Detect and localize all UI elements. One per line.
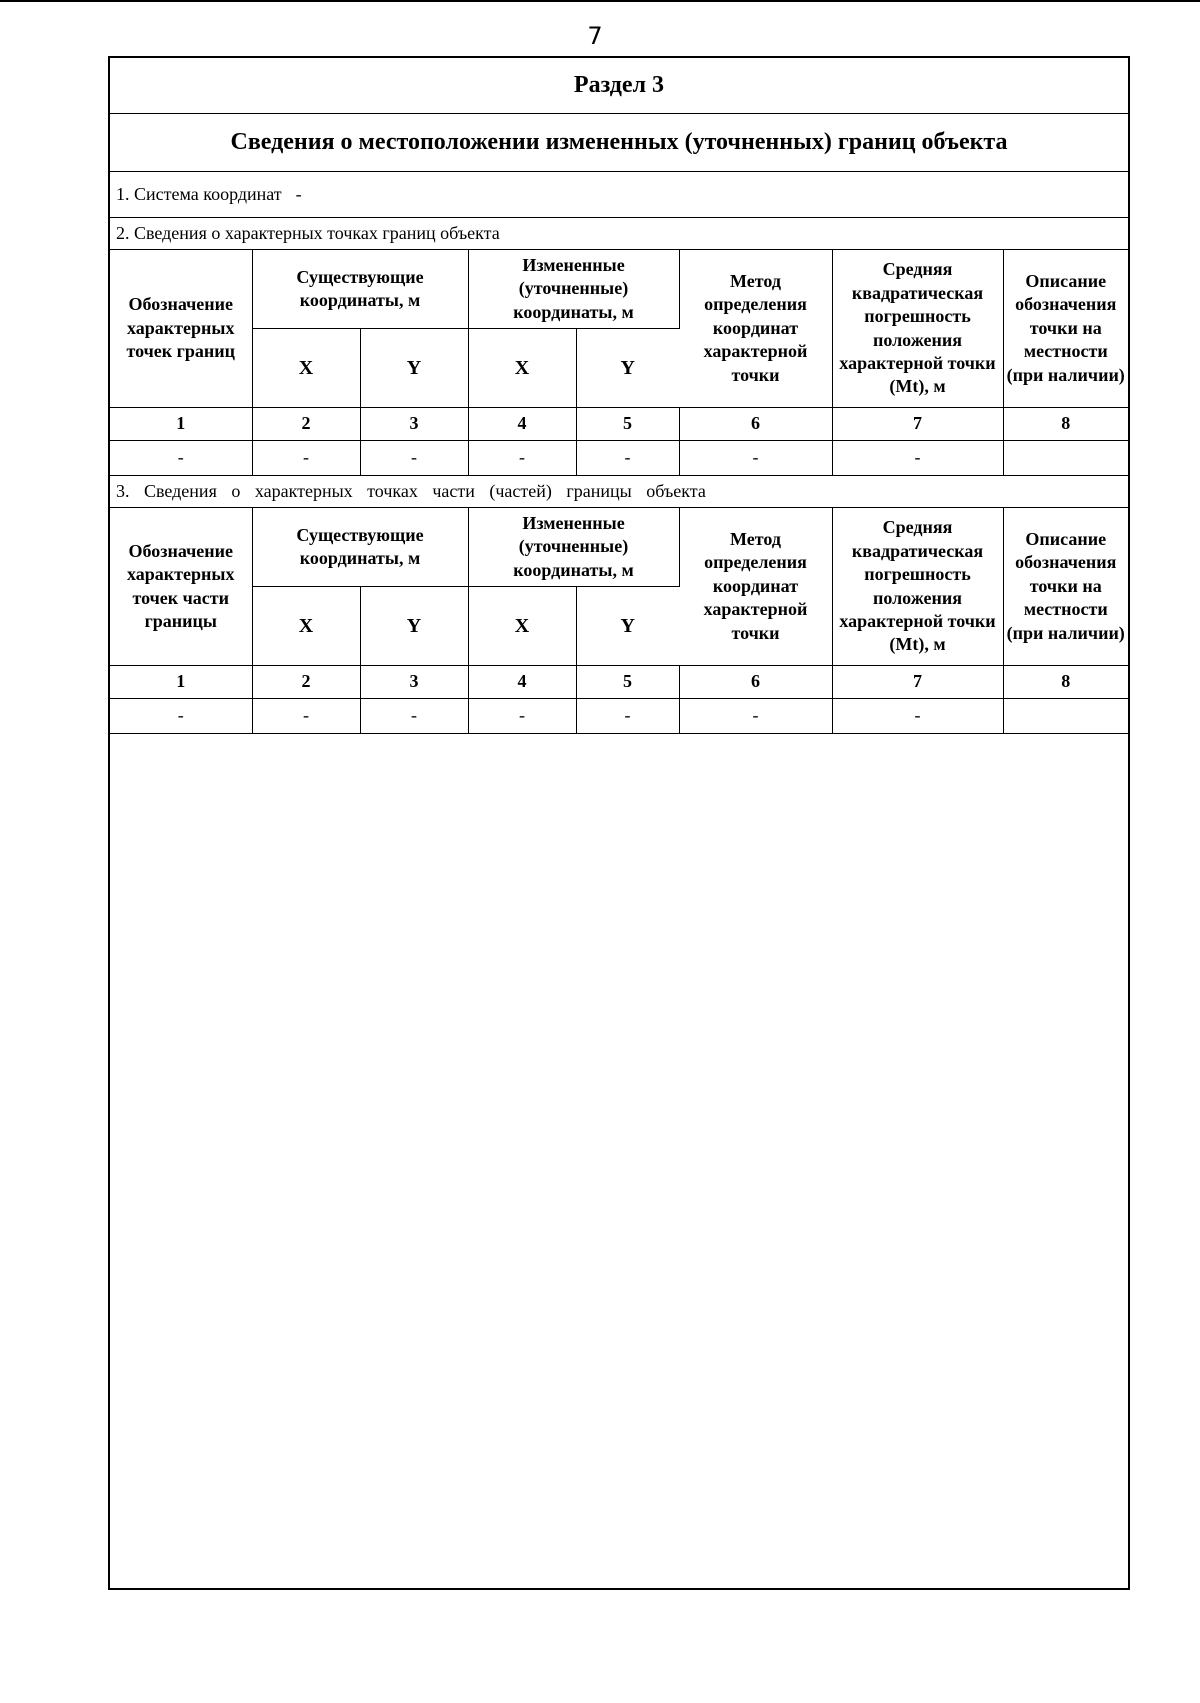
column-number-row — [110, 408, 1128, 441]
header-description: Описание обозначения точки на местности (при наличии) — [1003, 508, 1128, 666]
header-description: Описание обозначения точки на местности (при наличии) — [1003, 250, 1128, 408]
document-frame — [108, 56, 1130, 1590]
header-designation: Обозначение характерных точек границ — [110, 250, 252, 408]
coordinate-system-value: - — [295, 184, 302, 204]
part-boundary-points-table — [110, 508, 1128, 734]
column-number: 5 — [576, 408, 679, 441]
page-number: 7 — [587, 22, 603, 50]
table-cell: - — [252, 441, 360, 476]
header-existing-coords: Существующие координаты, м — [252, 508, 468, 587]
header-existing-x: X — [252, 587, 360, 666]
header-existing-coords: Существующие координаты, м — [252, 250, 468, 329]
table-cell: - — [360, 699, 468, 734]
table-cell: - — [679, 699, 832, 734]
column-number-row — [110, 666, 1128, 699]
column-number: 7 — [832, 666, 1003, 699]
column-number: 1 — [110, 408, 252, 441]
table-cell: - — [576, 441, 679, 476]
header-error: Средняя квадратическая погрешность положения характерной точки (Mt), м — [832, 250, 1003, 408]
column-number: 8 — [1003, 408, 1128, 441]
header-designation: Обозначение характерных точек части границы — [110, 508, 252, 666]
top-rule — [0, 0, 1200, 2]
object-title: Сведения о местоположении измененных (уточненных) границ объекта — [110, 114, 1128, 172]
column-number: 8 — [1003, 666, 1128, 699]
column-number: 2 — [252, 408, 360, 441]
column-number: 6 — [679, 408, 832, 441]
header-error: Средняя квадратическая погрешность положения характерной точки (Mt), м — [832, 508, 1003, 666]
header-existing-y: Y — [360, 329, 468, 408]
boundary-points-table — [110, 250, 1128, 476]
table-cell — [1003, 699, 1128, 734]
header-existing-x: X — [252, 329, 360, 408]
table-cell: - — [110, 699, 252, 734]
column-number: 5 — [576, 666, 679, 699]
header-changed-y: Y — [576, 329, 679, 408]
table-cell: - — [832, 441, 1003, 476]
header-changed-x: X — [468, 329, 576, 408]
coordinate-system-label: 1. Система координат — [116, 184, 282, 204]
table-header-row — [110, 508, 1128, 587]
column-number: 3 — [360, 666, 468, 699]
table-header-row — [110, 250, 1128, 329]
column-number: 7 — [832, 408, 1003, 441]
table-cell: - — [468, 699, 576, 734]
table-cell: - — [832, 699, 1003, 734]
column-number: 1 — [110, 666, 252, 699]
column-number: 2 — [252, 666, 360, 699]
column-number: 4 — [468, 666, 576, 699]
part-boundary-points-label-text: 3. Сведения о характерных точках части (частей) границы объекта — [116, 481, 706, 501]
column-number: 4 — [468, 408, 576, 441]
table-cell: - — [576, 699, 679, 734]
table-cell: - — [360, 441, 468, 476]
table-row — [110, 699, 1128, 734]
boundary-points-label: 2. Сведения о характерных точках границ объекта — [110, 218, 1128, 250]
section-title: Раздел 3 — [110, 58, 1128, 114]
header-method: Метод определения координат характерной точки — [679, 250, 832, 408]
table-cell: - — [110, 441, 252, 476]
header-changed-coords: Измененные (уточненные) координаты, м — [468, 508, 679, 587]
header-changed-coords: Измененные (уточненные) координаты, м — [468, 250, 679, 329]
table-row — [110, 441, 1128, 476]
part-boundary-points-label — [110, 476, 1128, 508]
column-number: 3 — [360, 408, 468, 441]
table-cell — [1003, 441, 1128, 476]
header-existing-y: Y — [360, 587, 468, 666]
header-changed-x: X — [468, 587, 576, 666]
table-cell: - — [252, 699, 360, 734]
table-cell: - — [468, 441, 576, 476]
header-method: Метод определения координат характерной точки — [679, 508, 832, 666]
table-cell: - — [679, 441, 832, 476]
header-changed-y: Y — [576, 587, 679, 666]
column-number: 6 — [679, 666, 832, 699]
coordinate-system-row — [110, 172, 1128, 218]
